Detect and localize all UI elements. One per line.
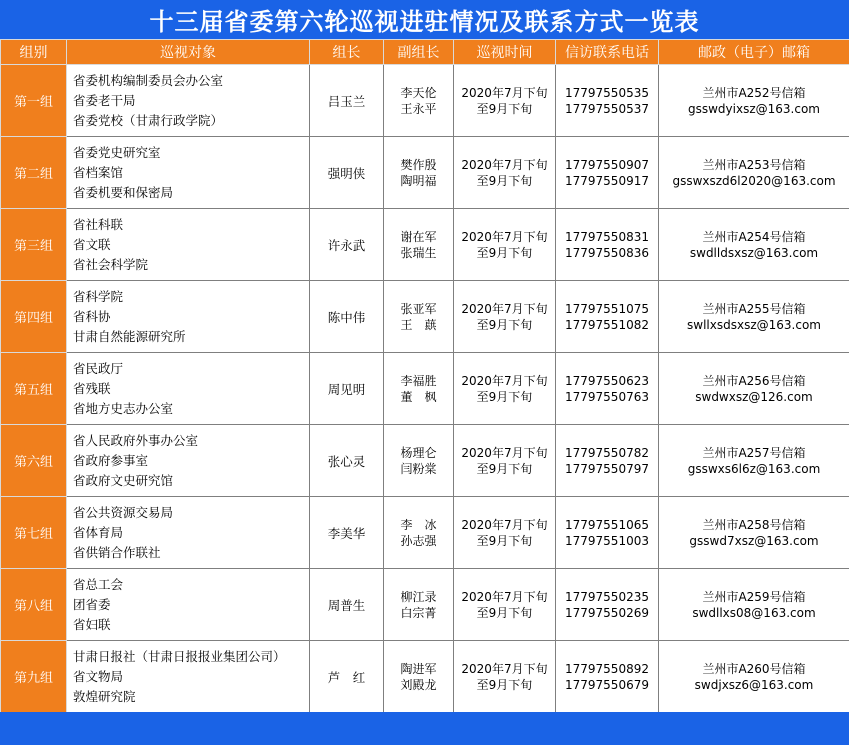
phone-cell (556, 641, 659, 713)
mailbox-cell (659, 65, 849, 137)
leader-cell: 吕玉兰 (310, 65, 384, 137)
time-line: 至9月下旬 (476, 389, 533, 404)
deputy-name: 刘殿龙 (400, 677, 437, 692)
target-item: 省体育局 (73, 524, 124, 540)
deputy-cell (384, 209, 454, 281)
time-line: 至9月下旬 (476, 605, 533, 620)
deputy-cell (384, 353, 454, 425)
deputy-name: 李 冰 (400, 517, 437, 532)
deputy-name: 王 蕻 (400, 317, 437, 332)
postal-mailbox: 兰州市A257号信箱 (702, 445, 806, 460)
table-row (1, 137, 849, 209)
deputy-cell (384, 569, 454, 641)
targets-cell (67, 65, 310, 137)
postal-mailbox: 兰州市A255号信箱 (702, 301, 806, 316)
targets-cell (67, 497, 310, 569)
deputy-name: 柳江录 (400, 589, 437, 604)
deputy-name: 董 枫 (400, 389, 437, 404)
targets-cell (67, 353, 310, 425)
deputy-cell (384, 281, 454, 353)
deputy-name: 孙志强 (400, 533, 437, 548)
time-line: 2020年7月下旬 (461, 661, 548, 676)
deputy-name: 杨理仑 (400, 445, 437, 460)
time-line: 至9月下旬 (476, 245, 533, 260)
deputy-name: 李福胜 (400, 373, 437, 388)
leader-cell: 陈中伟 (310, 281, 384, 353)
postal-mailbox: 兰州市A256号信箱 (702, 373, 806, 388)
header-mailbox: 邮政（电子）邮箱 (659, 40, 849, 65)
phone-number: 17797551082 (565, 317, 649, 332)
phone-number: 17797550782 (565, 445, 649, 460)
target-item: 省公共资源交易局 (73, 504, 174, 520)
deputy-name: 白宗菁 (400, 605, 437, 620)
mailbox-cell (659, 641, 849, 713)
group-cell: 第一组 (1, 65, 67, 137)
deputy-cell (384, 137, 454, 209)
phone-cell (556, 497, 659, 569)
mailbox-cell (659, 497, 849, 569)
time-line: 至9月下旬 (476, 533, 533, 548)
target-item: 省文联 (73, 236, 111, 252)
time-line: 2020年7月下旬 (461, 517, 548, 532)
phone-number: 17797550907 (565, 157, 649, 172)
group-cell: 第二组 (1, 137, 67, 209)
table-row (1, 497, 849, 569)
target-item: 省妇联 (73, 616, 111, 632)
time-cell (454, 497, 556, 569)
header-group: 组别 (1, 40, 67, 65)
targets-cell (67, 569, 310, 641)
table-row (1, 641, 849, 713)
phone-number: 17797551003 (565, 533, 649, 548)
phone-number: 17797550537 (565, 101, 649, 116)
leader-cell: 周普生 (310, 569, 384, 641)
time-line: 至9月下旬 (476, 677, 533, 692)
time-cell (454, 425, 556, 497)
time-line: 2020年7月下旬 (461, 589, 548, 604)
mailbox-cell (659, 353, 849, 425)
target-item: 省科协 (73, 308, 111, 324)
deputy-name: 张亚军 (400, 301, 437, 316)
header-phone: 信访联系电话 (556, 40, 659, 65)
target-item: 敦煌研究院 (73, 688, 136, 704)
group-cell: 第四组 (1, 281, 67, 353)
time-line: 2020年7月下旬 (461, 229, 548, 244)
leader-cell: 周见明 (310, 353, 384, 425)
table-row (1, 65, 849, 137)
targets-cell (67, 425, 310, 497)
sheet-title: 十三届省委第六轮巡视进驻情况及联系方式一览表 (0, 0, 849, 39)
time-line: 2020年7月下旬 (461, 373, 548, 388)
deputy-cell (384, 65, 454, 137)
header-targets: 巡视对象 (67, 40, 310, 65)
postal-mailbox: 兰州市A254号信箱 (702, 229, 806, 244)
header-row (1, 40, 849, 65)
time-line: 2020年7月下旬 (461, 157, 548, 172)
deputy-name: 李天伦 (400, 85, 437, 100)
email-address: gsswdyixsz@163.com (688, 101, 820, 116)
leader-cell: 许永武 (310, 209, 384, 281)
phone-number: 17797551075 (565, 301, 649, 316)
phone-number: 17797550679 (565, 677, 649, 692)
phone-cell (556, 569, 659, 641)
phone-cell (556, 137, 659, 209)
phone-number: 17797550623 (565, 373, 649, 388)
leader-cell: 李美华 (310, 497, 384, 569)
phone-cell (556, 353, 659, 425)
email-address: gsswxs6l6z@163.com (687, 461, 821, 476)
target-item: 省社科联 (73, 216, 124, 232)
footer-band (0, 712, 849, 745)
mailbox-cell (659, 569, 849, 641)
target-item: 省人民政府外事办公室 (73, 432, 199, 448)
email-address: swdllxs08@163.com (692, 605, 816, 620)
target-item: 省委机构编制委员会办公室 (73, 72, 224, 88)
target-item: 省政府参事室 (73, 452, 149, 468)
group-cell: 第七组 (1, 497, 67, 569)
table-row (1, 281, 849, 353)
leader-cell: 芦 红 (310, 641, 384, 713)
target-item: 省委党校（甘肃行政学院） (73, 112, 224, 128)
target-item: 甘肃自然能源研究所 (73, 328, 186, 344)
phone-number: 17797550235 (565, 589, 649, 604)
deputy-name: 陶进军 (400, 661, 437, 676)
mailbox-cell (659, 425, 849, 497)
target-item: 省委老干局 (73, 92, 136, 108)
header-leader: 组长 (310, 40, 384, 65)
phone-number: 17797550892 (565, 661, 649, 676)
phone-number: 17797550535 (565, 85, 649, 100)
time-line: 2020年7月下旬 (461, 85, 548, 100)
time-cell (454, 569, 556, 641)
email-address: swdjxsz6@163.com (694, 677, 814, 692)
target-item: 团省委 (73, 596, 111, 612)
time-cell (454, 641, 556, 713)
leader-cell: 强明侠 (310, 137, 384, 209)
time-cell (454, 65, 556, 137)
targets-cell (67, 209, 310, 281)
mailbox-cell (659, 137, 849, 209)
email-address: swdwxsz@126.com (695, 389, 813, 404)
target-item: 省政府文史研究馆 (73, 472, 174, 488)
group-cell: 第五组 (1, 353, 67, 425)
phone-cell (556, 281, 659, 353)
group-cell: 第九组 (1, 641, 67, 713)
deputy-cell (384, 497, 454, 569)
phone-number: 17797550917 (565, 173, 649, 188)
deputy-name: 陶明福 (400, 173, 437, 188)
table-row (1, 425, 849, 497)
mailbox-cell (659, 209, 849, 281)
email-address: swdlldsxsz@163.com (689, 245, 819, 260)
time-cell (454, 209, 556, 281)
phone-cell (556, 425, 659, 497)
table-row (1, 569, 849, 641)
target-item: 省文物局 (73, 668, 124, 684)
time-line: 至9月下旬 (476, 173, 533, 188)
phone-number: 17797550797 (565, 461, 649, 476)
phone-number: 17797550831 (565, 229, 649, 244)
target-item: 省档案馆 (73, 164, 124, 180)
targets-cell (67, 641, 310, 713)
group-cell: 第八组 (1, 569, 67, 641)
target-item: 省供销合作联社 (73, 544, 161, 560)
deputy-name: 谢在军 (400, 229, 437, 244)
time-line: 至9月下旬 (476, 317, 533, 332)
postal-mailbox: 兰州市A259号信箱 (702, 589, 806, 604)
leader-cell: 张心灵 (310, 425, 384, 497)
phone-number: 17797550269 (565, 605, 649, 620)
deputy-name: 王永平 (400, 101, 437, 116)
table-row (1, 209, 849, 281)
phone-number: 17797550763 (565, 389, 649, 404)
email-address: swllxsdsxsz@163.com (687, 317, 821, 332)
email-address: gsswxszd6l2020@163.com (672, 173, 836, 188)
time-cell (454, 137, 556, 209)
inspection-table (0, 39, 849, 713)
deputy-name: 张瑞生 (400, 245, 437, 260)
target-item: 省科学院 (73, 288, 124, 304)
time-line: 2020年7月下旬 (461, 301, 548, 316)
time-cell (454, 353, 556, 425)
target-item: 省民政厅 (73, 360, 124, 376)
target-item: 甘肃日报社（甘肃日报报业集团公司） (73, 648, 286, 664)
postal-mailbox: 兰州市A258号信箱 (702, 517, 806, 532)
target-item: 省委党史研究室 (73, 144, 161, 160)
postal-mailbox: 兰州市A252号信箱 (702, 85, 806, 100)
target-item: 省委机要和保密局 (73, 184, 174, 200)
target-item: 省地方史志办公室 (73, 400, 174, 416)
deputy-cell (384, 641, 454, 713)
group-cell: 第六组 (1, 425, 67, 497)
target-item: 省社会科学院 (73, 256, 149, 272)
phone-cell (556, 209, 659, 281)
deputy-cell (384, 425, 454, 497)
postal-mailbox: 兰州市A253号信箱 (702, 157, 806, 172)
time-cell (454, 281, 556, 353)
table-row (1, 353, 849, 425)
phone-number: 17797550836 (565, 245, 649, 260)
header-deputy: 副组长 (384, 40, 454, 65)
deputy-name: 闫粉棠 (400, 461, 437, 476)
postal-mailbox: 兰州市A260号信箱 (702, 661, 806, 676)
time-line: 至9月下旬 (476, 101, 533, 116)
header-time: 巡视时间 (454, 40, 556, 65)
phone-number: 17797551065 (565, 517, 649, 532)
mailbox-cell (659, 281, 849, 353)
target-item: 省残联 (73, 380, 111, 396)
email-address: gsswd7xsz@163.com (689, 533, 819, 548)
group-cell: 第三组 (1, 209, 67, 281)
phone-cell (556, 65, 659, 137)
targets-cell (67, 137, 310, 209)
time-line: 2020年7月下旬 (461, 445, 548, 460)
target-item: 省总工会 (73, 576, 124, 592)
time-line: 至9月下旬 (476, 461, 533, 476)
targets-cell (67, 281, 310, 353)
deputy-name: 樊作殷 (400, 157, 437, 172)
